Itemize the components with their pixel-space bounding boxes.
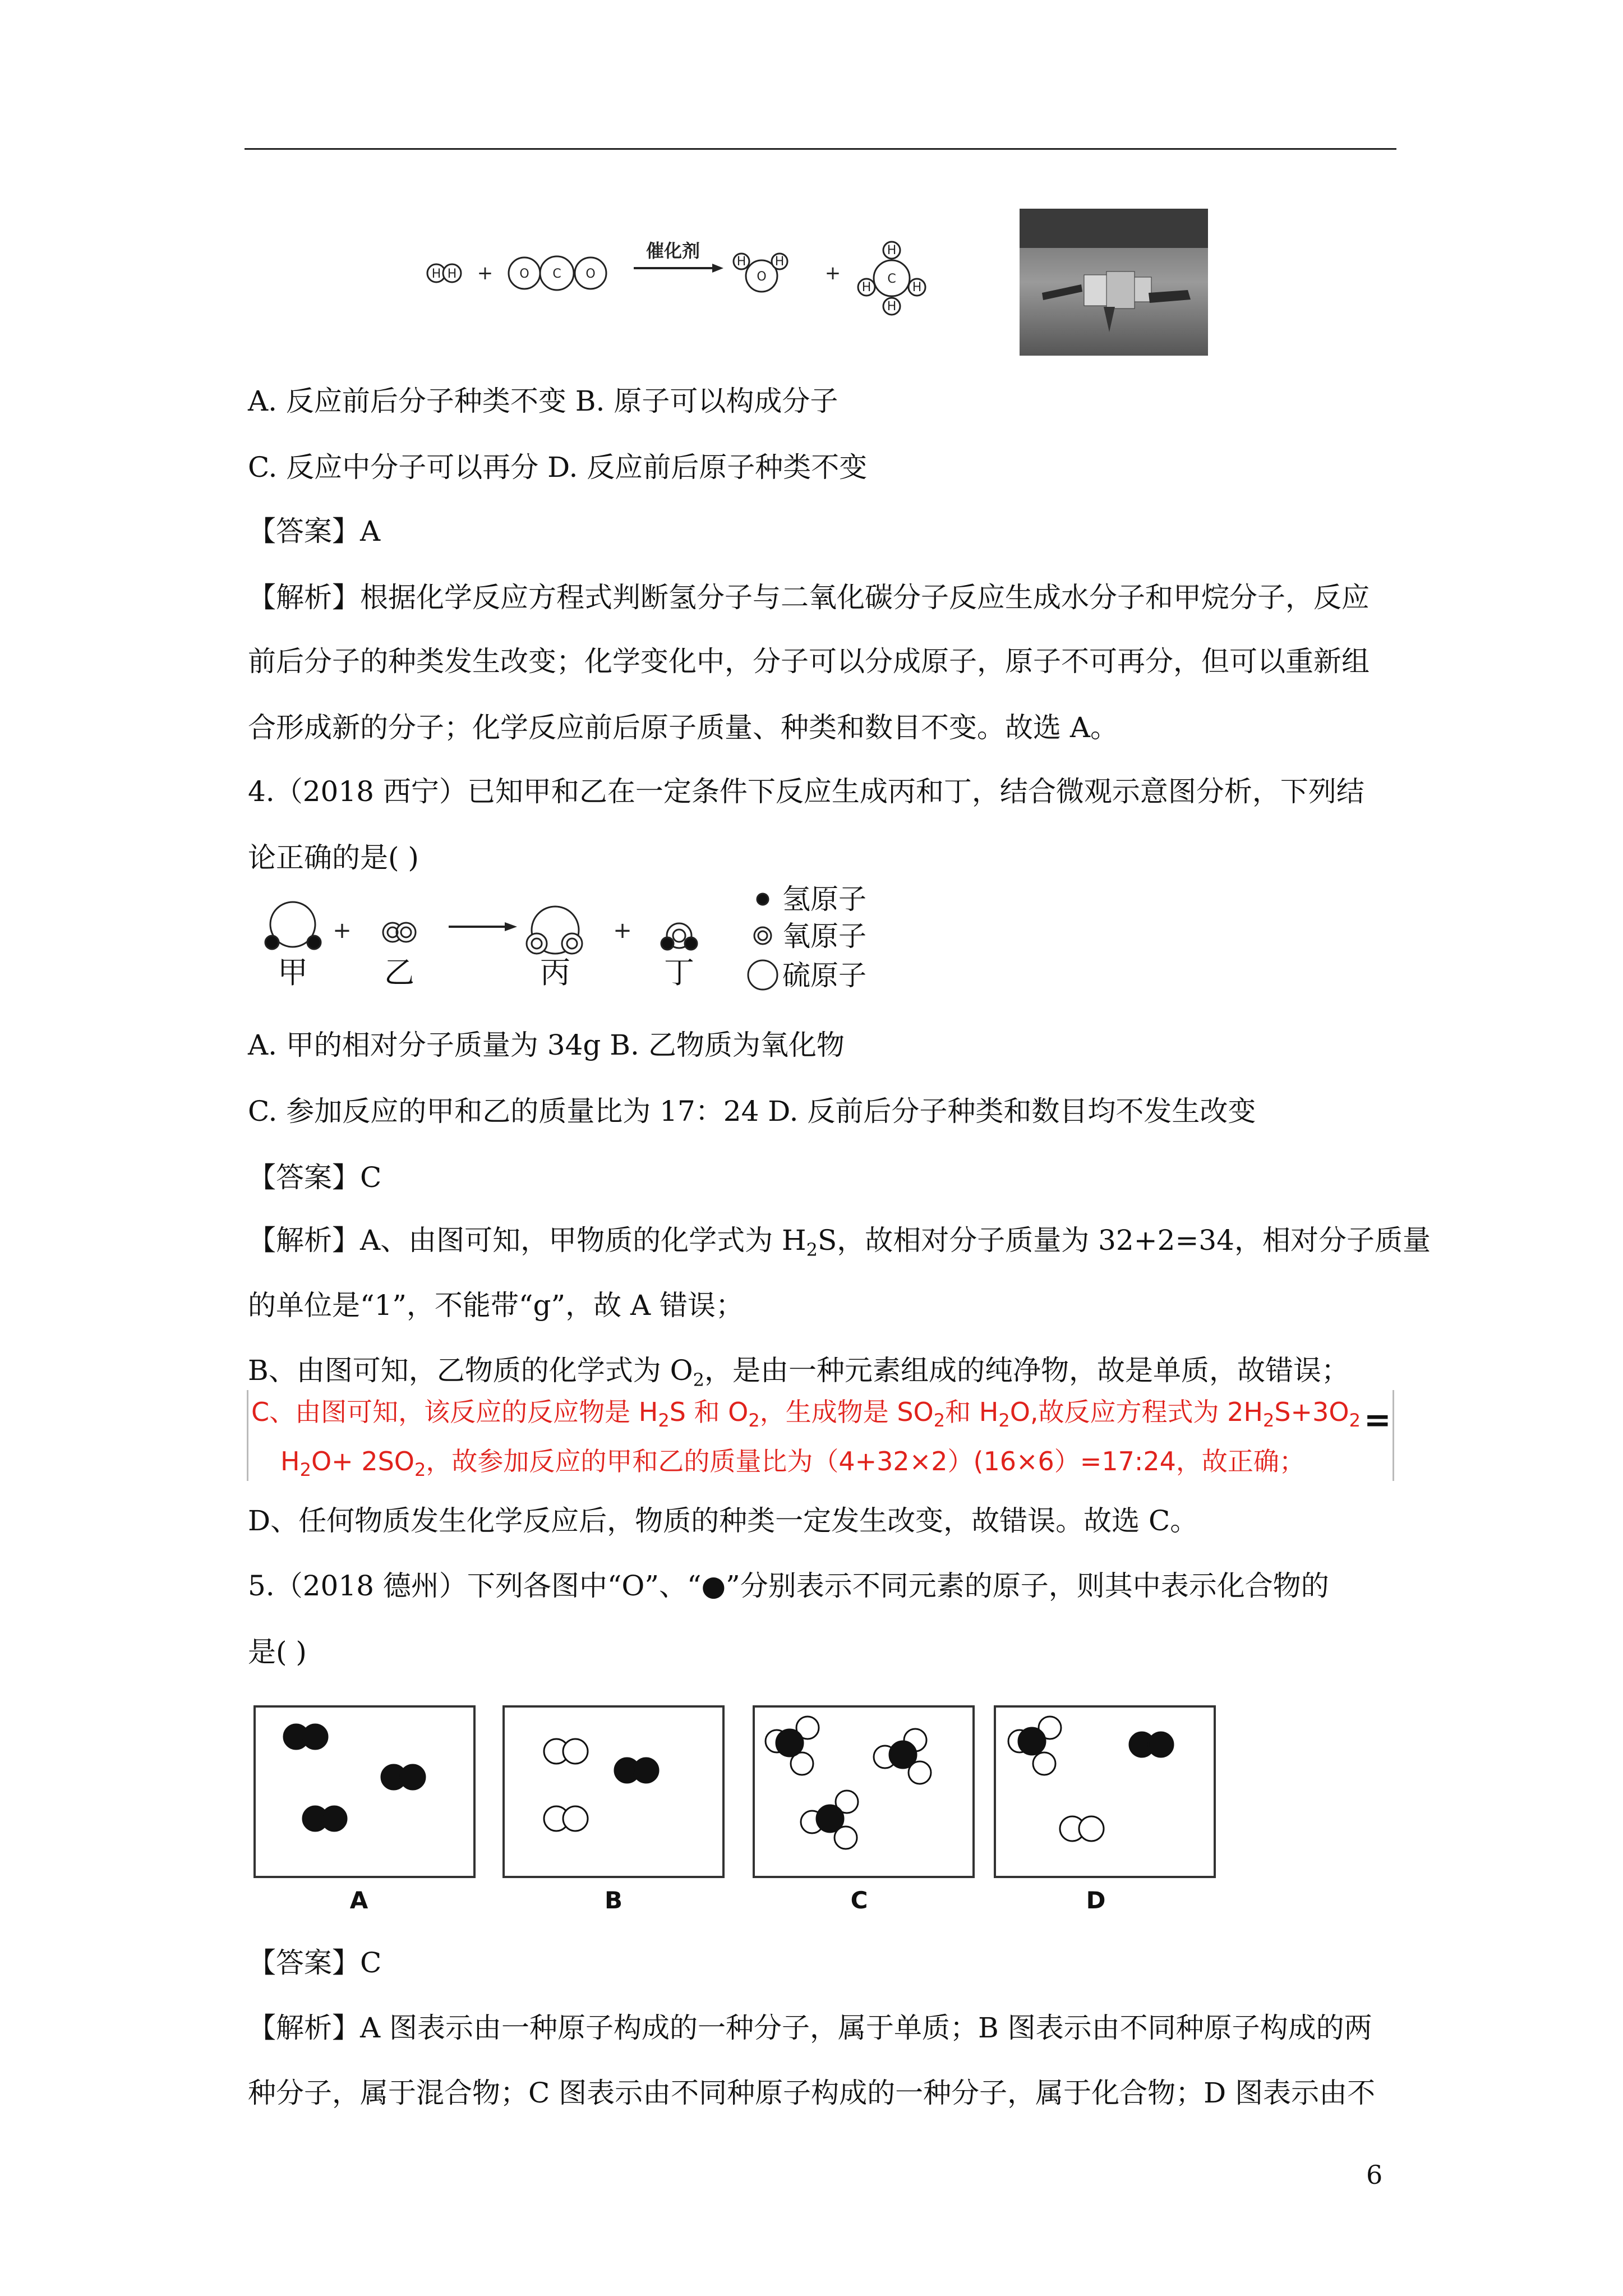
box-label-a: A bbox=[349, 1887, 368, 1914]
q4-analysis-d: D、任何物质发生化学反应后，物质的种类一定发生改变，故错误。故选 C。 bbox=[248, 1504, 1198, 1537]
q5-particle-boxes bbox=[247, 1701, 1234, 1925]
header-rule bbox=[245, 148, 1396, 150]
q4-options-1: A. 甲的相对分子质量为 34g B. 乙物质为氧化物 bbox=[248, 1029, 845, 1061]
box-label-c: C bbox=[850, 1887, 868, 1914]
label-jia: 甲 bbox=[278, 955, 308, 990]
svg-text:+: + bbox=[613, 918, 632, 944]
atom-h-label: H bbox=[912, 280, 922, 295]
atom-c-label: C bbox=[552, 267, 561, 281]
equation-equals-sign: = bbox=[1364, 1401, 1391, 1439]
atom-c-label: C bbox=[887, 272, 896, 286]
q4-stem-1: 4.（2018 西宁）已知甲和乙在一定条件下反应生成丙和丁，结合微观示意图分析，下列结 bbox=[248, 775, 1364, 808]
atom-o-label: O bbox=[757, 270, 767, 284]
q5-answer: 【答案】C bbox=[248, 1947, 382, 1979]
box-b bbox=[504, 1706, 723, 1877]
atom-h-label: H bbox=[736, 255, 746, 269]
q4-options-2: C. 参加反应的甲和乙的质量比为 17：24 D. 反前后分子种类和数目均不发生改变 bbox=[248, 1095, 1256, 1128]
atom-h-label: H bbox=[887, 243, 897, 257]
atom-h-label: H bbox=[861, 280, 872, 295]
atom-h-label: H bbox=[447, 267, 457, 281]
svg-text:+: + bbox=[477, 262, 494, 284]
q3-analysis-3: 合形成新的分子；化学反应前后原子质量、种类和数目不变。故选 A。 bbox=[248, 711, 1119, 744]
svg-text:+: + bbox=[824, 262, 841, 284]
q4-analysis-a1: 【解析】A、由图可知，甲物质的化学式为 $H_2S$，故相对分子质量为 32+2=34，相对分子质量 bbox=[248, 1224, 1431, 1260]
atom-o-label: O bbox=[519, 267, 529, 281]
q4-micro-diagram bbox=[258, 881, 903, 999]
label-bing: 丙 bbox=[540, 955, 570, 990]
legend-oxygen: 氧原子 bbox=[782, 920, 866, 953]
q5-analysis-1: 【解析】A 图表示由一种原子构成的一种分子，属于单质；B 图表示由不同种原子构成的两 bbox=[248, 2012, 1372, 2044]
q4-analysis-c1: C、由图可知，该反应的反应物是 $H_2S$ 和 $O_2$，生成物是 $SO_2$和 $H_2O$,故反应方程式为 $2H_2S+3O_2$ bbox=[251, 1397, 1361, 1432]
q4-analysis-c2: $H_2O+ 2SO_2$，故参加反应的甲和乙的质量比为（4+32×2）(16×6）=17:24，故正确； bbox=[280, 1446, 1305, 1481]
q3-reaction-diagram bbox=[415, 224, 942, 325]
atom-o-label: O bbox=[585, 267, 596, 281]
catalyst-label: 催化剂 bbox=[645, 240, 700, 261]
q4-answer: 【答案】C bbox=[248, 1161, 382, 1194]
q4-analysis-a2: 的单位是“1”，不能带“g”，故 A 错误； bbox=[248, 1289, 744, 1322]
satellite-photo bbox=[1020, 209, 1208, 356]
q3-analysis-2: 前后分子的种类发生改变；化学变化中，分子可以分成原子，原子不可再分，但可以重新组 bbox=[248, 645, 1370, 678]
atom-h-label: H bbox=[887, 300, 897, 314]
box-label-b: B bbox=[604, 1887, 623, 1914]
q5-stem-2: 是( ) bbox=[248, 1636, 307, 1668]
legend-sulfur: 硫原子 bbox=[782, 959, 866, 992]
q5-stem-1: 5.（2018 德州）下列各图中“O”、“●”分别表示不同元素的原子，则其中表示化合物的 bbox=[248, 1570, 1329, 1602]
q3-analysis-1: 【解析】根据化学反应方程式判断氢分子与二氧化碳分子反应生成水分子和甲烷分子，反应 bbox=[248, 581, 1370, 614]
q3-options-2: C. 反应中分子可以再分 D. 反应前后原子种类不变 bbox=[248, 451, 868, 484]
label-ding: 丁 bbox=[664, 955, 694, 990]
legend-hydrogen: 氢原子 bbox=[782, 883, 866, 915]
page-number: 6 bbox=[1366, 2160, 1383, 2190]
atom-h-label: H bbox=[431, 267, 441, 281]
q4-analysis-b: B、由图可知，乙物质的化学式为 $O_2$，是由一种元素组成的纯净物，故是单质，故错误； bbox=[248, 1354, 1349, 1391]
q4-stem-2: 论正确的是( ) bbox=[248, 841, 419, 874]
box-label-d: D bbox=[1086, 1887, 1106, 1914]
q3-options-1: A. 反应前后分子种类不变 B. 原子可以构成分子 bbox=[248, 385, 838, 417]
svg-text:+: + bbox=[333, 918, 352, 944]
atom-h-label: H bbox=[774, 255, 785, 269]
q5-analysis-2: 种分子，属于混合物；C 图表示由不同种原子构成的一种分子，属于化合物；D 图表示由不 bbox=[248, 2077, 1376, 2109]
q3-answer: 【答案】A bbox=[248, 515, 381, 547]
label-yi: 乙 bbox=[384, 955, 414, 990]
